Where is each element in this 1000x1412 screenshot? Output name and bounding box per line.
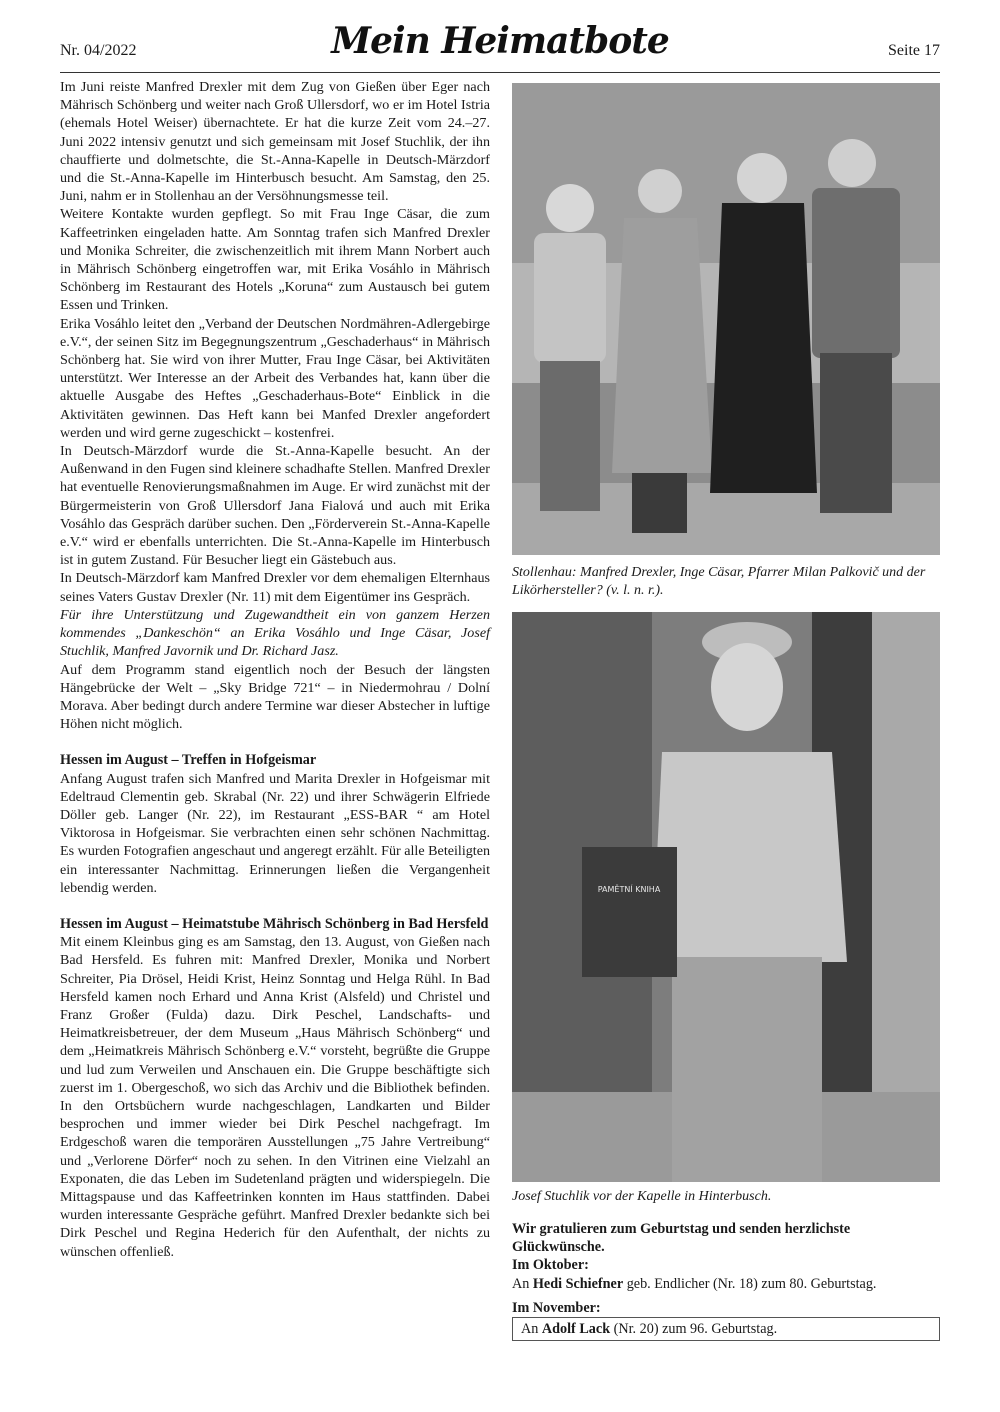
photo2-caption: Josef Stuchlik vor der Kapelle in Hinterbusch. xyxy=(512,1189,772,1204)
article-paragraph: Weitere Kontakte wurden gepflegt. So mit Frau Inge Cäsar, die zum Kaffeetrinken eingeladen hatte. Am Sonntag trafen sich Manfred Drexler und Monika Schreiter, die zwischenzeitlich mit ihrem Mann Norbert auch in Mährisch Schönberg eingetroffen war, mit Erika Vosáhlo in Mährisch Schönberg im Restaurant des Hotels „Koruna“ zum Austausch bei gutem Essen und Trinken. xyxy=(60,206,490,314)
congrats-heading: Wir gratulieren zum Geburtstag und senden herzlichste Glückwünsche. xyxy=(512,1221,851,1256)
birthday-entry xyxy=(512,1317,940,1341)
section-text: Mit einem Kleinbus ging es am Samstag, den 13. August, von Gießen nach Bad Hersfeld. Es fuhren mit: Manfred Drexler, Monika und Norbert Schreiter, Pia Drösel, Heidi Krist, Heinz Sonntag und Helga Rühl. In Bad Hersfeld kamen noch Erhard und Anna Krist (Alsfeld) und Christel und Franz Großer (Fulda) dazu. Dirk Peschel, Landschafts- und Heimatkreisbetreuer, der dem Museum „Haus Mährisch Schönberg“ und dem „Heimatkreis Mährisch Schönberg e.V.“ vorsteht, begrüßte die Gruppe und lud zum Verweilen und Anschauen ein. Die Gruppe beschäftigte sich zuerst im 1. Obergeschoß, wo sich das Archiv und die Bibliothek befinden. In den Ortsbüchern wurde nachgeschlagen, Landkarten und Bilder besprochen und immer wieder bei Dirk Peschel nachgefragt. Im Erdgeschoß waren die temporären Ausstellungen „75 Jahre Vertreibung“ und „Verlorene Dörfer“ noch zu sehen. In den Vitrinen eine Vielzahl an Exponaten, die das Leben im Sudetenland prägten und widerspiegeln. Die Mittagspause und das Kaffeetrinken konnten im Haus stattfinden. Dabei wurden interessante Gespräche geführt. Manfred Drexler bedankte sich bei Dirk Peschel und Regina Hederich für den Aufenthalt, der nichts zu wünschen offenließ. xyxy=(60,934,490,1260)
article-paragraph: Im Juni reiste Manfred Drexler mit dem Zug von Gießen über Eger nach Mährisch Schönberg und weiter nach Groß Ullersdorf, wo er im Hotel Istria (ehemals Hotel Weiser) übernachtete. Er hat die kurze Zeit vom 24.–27. Juni 2022 intensiv genutzt und sich gemeinsam mit Josef Stuchlik, der ihn chauffierte und dolmetschte, die St.-Anna-Kapelle in Deutsch-Märzdorf und die St.-Anna-Kapelle im Hinterbusch besucht. Am Samstag, den 25. Juni, nahm er in Stollenhau an der Versöhnungsmesse teil. xyxy=(60,79,490,205)
article-paragraph: In Deutsch-Märzdorf wurde die St.-Anna-Kapelle besucht. An der Außenwand in den Fugen sind kleinere schadhafte Stellen. Manfred Drexler hat eventuelle Renovierungsmaßnahmen im Auge. Er wird zunächst mit der Bürgermeisterin von Groß Ullersdorf Jana Fialová und auch mit Erika Vosáhlo das Gespräch darüber suchen. Den „Förderverein St.-Anna-Kapelle e.V.“ wird er ebenfalls unterrichten. Die St.-Anna-Kapelle im Hinterbusch ist in gutem Zustand. Für Besucher liegt ein Gästebuch aus. xyxy=(60,443,490,569)
section-text: Anfang August trafen sich Manfred und Marita Drexler in Hofgeismar mit Edeltraud Clementin geb. Skrabal (Nr. 22) und ihrer Schwägerin Elfriede Döller geb. Langer (Nr. 22), im Restaurant „ESS-BAR “ am Hotel Viktorosa in Hofgeismar. Sie verbrachten einen sehr schönen Nachmittag. Es wurden Fotografien angeschaut und angeregt erzählt. Für alle Beteiligten ein interessanter Nachmittag. Erinnerungen ließen die Vergangenheit lebendig werden. xyxy=(60,770,490,896)
page-number: Seite 17 xyxy=(888,42,940,59)
section-heading: Hessen im August – Treffen in Hofgeismar xyxy=(60,752,317,769)
group-photo xyxy=(512,83,940,555)
portrait-photo xyxy=(512,612,940,1182)
article-paragraph: Auf dem Programm stand eigentlich noch der Besuch der längsten Hängebrücke der Welt – „Sky Bridge 721“ – in Niedermohrau / Dolní Morava. Aber bedingt durch andere Termine war dieser Abstecher in luftige Höhen nicht möglich. xyxy=(60,661,490,733)
entry-prefix: An xyxy=(512,1275,530,1292)
month-label: Im November: xyxy=(512,1299,601,1316)
article-paragraph: In Deutsch-Märzdorf kam Manfred Drexler vor dem ehemaligen Elternhaus seines Vaters Gustav Drexler (Nr. 11) mit dem Eigentümer ins Gespräch. xyxy=(60,570,490,605)
book-title: PAMĚTNÍ KNIHA xyxy=(597,885,661,894)
article-column xyxy=(60,78,490,1261)
header-divider xyxy=(60,72,940,73)
entry-details: (Nr. 20) zum 96. Geburtstag. xyxy=(613,1321,778,1338)
birthday-congratulations xyxy=(512,1220,940,1341)
section-heading: Hessen im August – Heimatstube Mährisch Schönberg in Bad Hersfeld xyxy=(60,915,489,932)
entry-prefix: An xyxy=(521,1321,539,1338)
month-label: Im Oktober: xyxy=(512,1257,589,1274)
entry-details: geb. Endlicher (Nr. 18) zum 80. Geburtstag. xyxy=(626,1275,877,1292)
issue-number: Nr. 04/2022 xyxy=(60,42,137,59)
birthday-name: Hedi Schiefner xyxy=(532,1275,624,1292)
group-photo-image xyxy=(512,83,940,555)
birthday-entry xyxy=(512,1275,940,1293)
article-paragraph: Erika Vosáhlo leitet den „Verband der Deutschen Nordmähren-Adlergebirge e.V.“, der seinen Sitz im Begegnungszentrum „Geschaderhaus“ in Mährisch Schönberg hat. Sie wird von ihrer Mutter, Frau Inge Cäsar, bei Aktivitäten unterstützt. Wer Interesse an der Arbeit des Verbandes hat, kann über die aktuelle Ausgabe des Heftes „Geschaderhaus-Bote“ Einblick in die Aktivitäten gewinnen. Das Heft kann bei Manfed Drexler angefordert werden und wird gerne zugeschickt – kostenfrei. xyxy=(60,315,490,441)
birthday-name: Adolf Lack xyxy=(541,1321,611,1338)
portrait-photo-image xyxy=(512,612,940,1182)
photo1-caption: Stollenhau: Manfred Drexler, Inge Cäsar, Pfarrer Milan Palkovič und der Likörhersteller? (v. l. n. r.). xyxy=(512,565,926,598)
newspaper-masthead: Mein Heimatbote xyxy=(331,20,669,62)
thanks-paragraph: Für ihre Unterstützung und Zugewandtheit ein von ganzem Herzen kommendes „Dankeschön“ an Erika Vosáhlo und Inge Cäsar, Josef Stuchlik, Manfred Javornik und Dr. Richard Jasz. xyxy=(60,606,490,660)
